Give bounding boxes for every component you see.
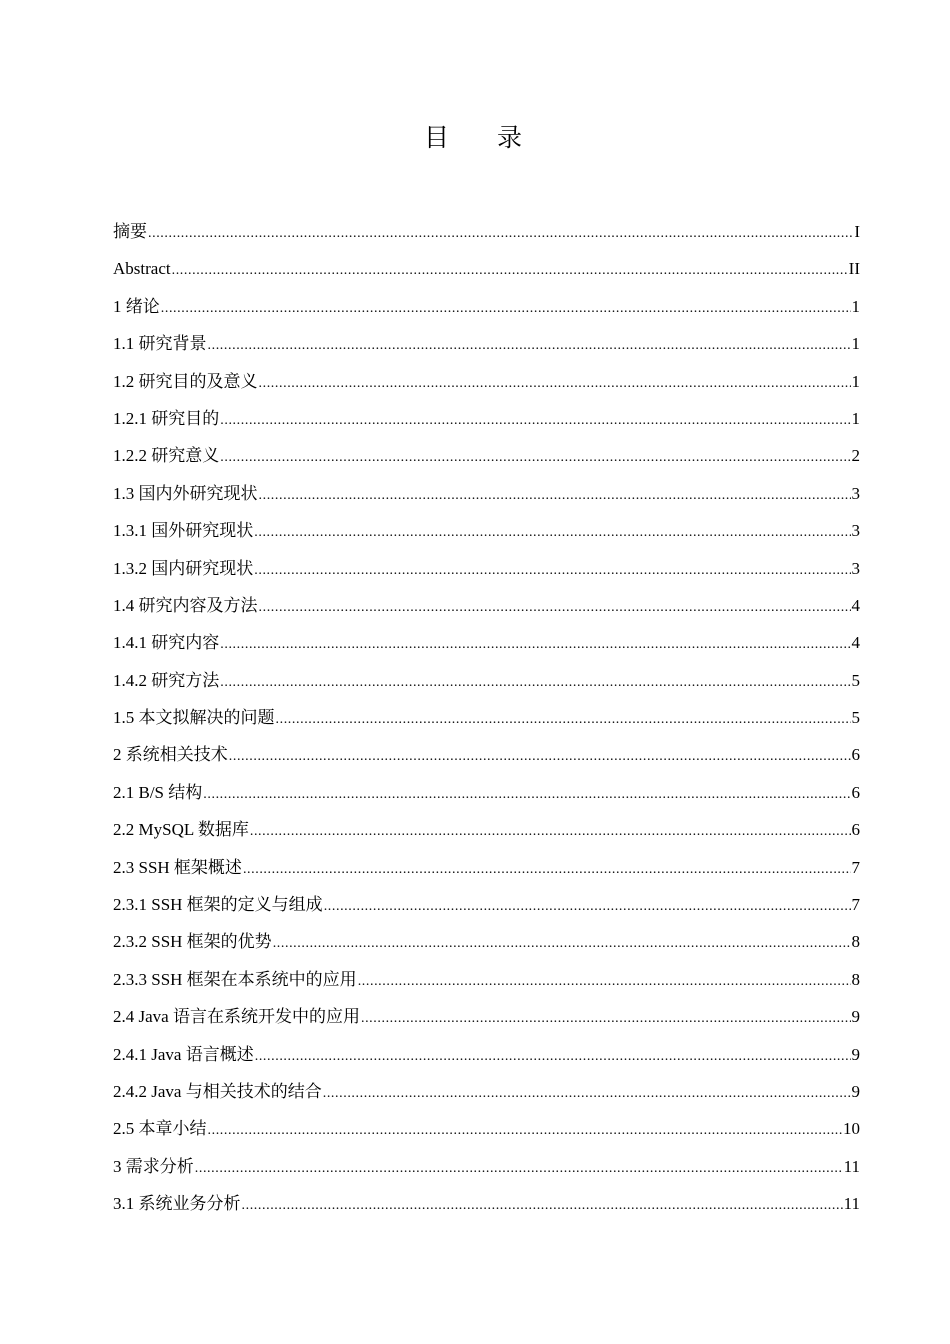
dot-leader <box>361 1007 851 1031</box>
toc-entry-label: 1.2 研究目的及意义 <box>113 371 258 391</box>
dot-leader <box>220 409 850 433</box>
toc-entry[interactable] <box>113 295 860 332</box>
toc-entry-label: 2 系统相关技术 <box>113 745 228 765</box>
page-title: 目 录 <box>424 123 542 152</box>
toc-entry-page-number: 9 <box>851 1044 860 1064</box>
toc-entry-page-number: 8 <box>851 932 860 952</box>
toc-entry[interactable] <box>113 1192 860 1229</box>
toc-entry-label: 1.5 本文拟解决的问题 <box>113 708 275 728</box>
dot-leader <box>259 596 851 620</box>
dot-leader <box>220 671 850 695</box>
dot-leader <box>208 334 851 358</box>
toc-entry[interactable] <box>113 1080 860 1117</box>
dot-leader <box>254 559 850 583</box>
toc-entry-page-number: II <box>848 259 860 279</box>
toc-entry[interactable] <box>113 1155 860 1192</box>
dot-leader <box>276 708 851 732</box>
dot-leader <box>255 1045 851 1069</box>
toc-entry[interactable] <box>113 818 860 855</box>
toc-entry-label: 2.3.1 SSH 框架的定义与组成 <box>113 895 323 915</box>
toc-entry-label: 1 绪论 <box>113 296 160 316</box>
dot-leader <box>254 521 850 545</box>
toc-entry[interactable] <box>113 444 860 481</box>
toc-entry-label: 1.3.1 国外研究现状 <box>113 521 254 541</box>
dot-leader <box>358 970 851 994</box>
dot-leader <box>259 372 851 396</box>
table-of-contents <box>113 220 860 1230</box>
toc-entry-page-number: 6 <box>851 782 860 802</box>
dot-leader <box>243 858 851 882</box>
dot-leader <box>273 932 851 956</box>
toc-entry-label: 1.4 研究内容及方法 <box>113 595 258 615</box>
toc-entry-label: 3 需求分析 <box>113 1156 194 1176</box>
dot-leader <box>242 1194 843 1218</box>
toc-entry[interactable] <box>113 557 860 594</box>
toc-entry[interactable] <box>113 1117 860 1154</box>
toc-entry-page-number: 9 <box>851 1007 860 1027</box>
toc-entry-page-number: 3 <box>851 483 860 503</box>
toc-entry[interactable] <box>113 482 860 519</box>
toc-entry-label: 1.4.1 研究内容 <box>113 633 220 653</box>
toc-entry[interactable] <box>113 1043 860 1080</box>
toc-entry-label: 2.3.3 SSH 框架在本系统中的应用 <box>113 969 357 989</box>
toc-entry[interactable] <box>113 407 860 444</box>
toc-entry[interactable] <box>113 519 860 556</box>
dot-leader <box>148 222 853 246</box>
toc-entry-label: 1.1 研究背景 <box>113 334 207 354</box>
toc-entry-label: 摘要 <box>113 222 147 241</box>
dot-leader <box>220 633 850 657</box>
dot-leader <box>229 745 851 769</box>
toc-entry-page-number: 3 <box>851 521 860 541</box>
toc-entry-page-number: I <box>854 222 860 241</box>
dot-leader <box>259 484 851 508</box>
toc-entry-label: 2.5 本章小结 <box>113 1119 207 1139</box>
dot-leader <box>172 259 848 283</box>
dot-leader <box>220 446 850 470</box>
dot-leader <box>161 297 851 321</box>
toc-entry-page-number: 5 <box>851 670 860 690</box>
toc-entry-page-number: 9 <box>851 1081 860 1101</box>
toc-entry[interactable] <box>113 781 860 818</box>
toc-entry[interactable] <box>113 332 860 369</box>
toc-entry[interactable] <box>113 968 860 1005</box>
toc-entry-page-number: 7 <box>851 857 860 877</box>
toc-entry[interactable] <box>113 631 860 668</box>
toc-entry-page-number: 11 <box>843 1194 860 1214</box>
toc-entry-label: 1.3.2 国内研究现状 <box>113 558 254 578</box>
toc-entry-page-number: 5 <box>851 708 860 728</box>
toc-entry[interactable] <box>113 370 860 407</box>
toc-entry-label: 1.2.2 研究意义 <box>113 446 220 466</box>
toc-entry-page-number: 7 <box>851 895 860 915</box>
toc-entry[interactable] <box>113 257 860 294</box>
toc-entry-label: 2.4.1 Java 语言概述 <box>113 1044 254 1064</box>
toc-entry-page-number: 6 <box>851 745 860 765</box>
dot-leader <box>324 895 851 919</box>
toc-entry-page-number: 8 <box>851 969 860 989</box>
dot-leader <box>250 820 851 844</box>
toc-entry-page-number: 1 <box>851 371 860 391</box>
toc-entry[interactable] <box>113 706 860 743</box>
toc-entry-label: 2.4.2 Java 与相关技术的结合 <box>113 1081 322 1101</box>
toc-entry-label: 1.2.1 研究目的 <box>113 408 220 428</box>
toc-entry-label: 3.1 系统业务分析 <box>113 1194 241 1214</box>
toc-entry-label: 2.1 B/S 结构 <box>113 782 203 802</box>
dot-leader <box>203 783 850 807</box>
dot-leader <box>323 1082 851 1106</box>
toc-entry[interactable] <box>113 930 860 967</box>
toc-entry-page-number: 6 <box>851 820 860 840</box>
toc-entry-page-number: 1 <box>851 408 860 428</box>
toc-entry-label: 1.4.2 研究方法 <box>113 670 220 690</box>
toc-entry-page-number: 4 <box>851 633 860 653</box>
toc-entry-label: 2.4 Java 语言在系统开发中的应用 <box>113 1007 360 1027</box>
toc-entry-label: 1.3 国内外研究现状 <box>113 483 258 503</box>
toc-entry-page-number: 1 <box>851 334 860 354</box>
toc-entry-label: Abstract <box>113 259 171 279</box>
toc-entry-label: 2.3 SSH 框架概述 <box>113 857 242 877</box>
toc-entry[interactable] <box>113 856 860 893</box>
toc-entry-label: 2.3.2 SSH 框架的优势 <box>113 932 272 952</box>
toc-entry-page-number: 1 <box>851 296 860 316</box>
toc-entry-page-number: 3 <box>851 558 860 578</box>
dot-leader <box>195 1157 843 1181</box>
toc-entry-page-number: 2 <box>851 446 860 466</box>
toc-entry[interactable] <box>113 669 860 706</box>
toc-entry[interactable] <box>113 220 860 257</box>
toc-entry-page-number: 11 <box>843 1156 860 1176</box>
toc-entry-page-number: 10 <box>843 1119 860 1139</box>
toc-entry-label: 2.2 MySQL 数据库 <box>113 820 249 840</box>
toc-entry-page-number: 4 <box>851 595 860 615</box>
toc-entry[interactable] <box>113 743 860 780</box>
dot-leader <box>208 1119 843 1143</box>
toc-entry[interactable] <box>113 893 860 930</box>
toc-entry[interactable] <box>113 594 860 631</box>
toc-entry[interactable] <box>113 1005 860 1042</box>
